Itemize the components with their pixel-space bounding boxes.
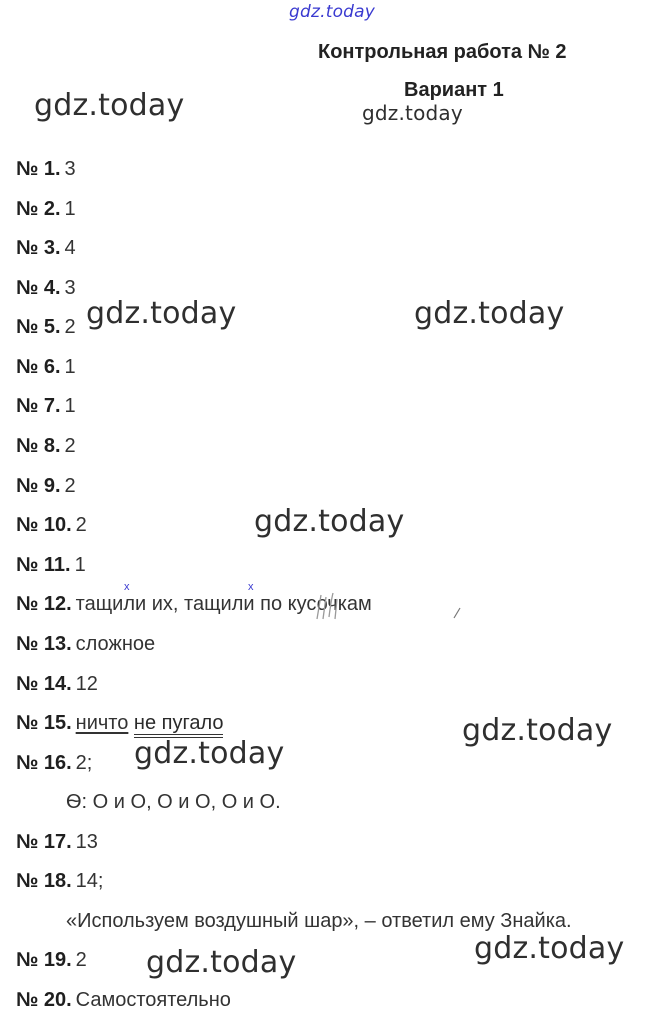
answer-number: № 10. [16,514,72,536]
answer-row [16,712,223,735]
answer-number: № 15. [16,712,72,734]
answer-row [16,356,76,379]
answer-value: 13 [75,831,98,853]
answer-value: 2 [64,475,76,497]
answer-value: тащили их, тащили по кусочкам [75,593,372,615]
answer-number: № 4. [16,277,61,299]
answer-value: 2 [75,949,87,971]
answer-row [16,870,103,893]
tick-mark [452,606,462,620]
answer-value: 2 [64,316,76,338]
cross-mark: x [248,581,254,593]
answer-value: 2 [64,435,76,457]
answer-number: № 20. [16,989,72,1011]
answer-number: № 13. [16,633,72,655]
answer-value: 3 [64,158,76,180]
watermark: gdz.today [34,88,185,123]
answer-subject: ничто [75,712,129,734]
answer-number: № 12. [16,593,72,615]
answer-row [16,752,92,775]
answer-continuation: Ѳ: О и О, О и О, О и О. [66,791,281,813]
answer-value: 2; [75,752,93,774]
watermark: gdz.today [414,296,565,331]
answer-number: № 3. [16,237,61,259]
watermark: gdz.today [146,945,297,980]
watermark: gdz.today [462,713,613,748]
answer-value: 4 [64,237,76,259]
answer-number: № 9. [16,475,61,497]
answer-predicate: не пугало [134,712,224,738]
answer-number: № 16. [16,752,72,774]
answer-number: № 14. [16,673,72,695]
answer-row [16,316,76,339]
answer-row [16,633,155,656]
watermark: gdz.today [134,736,285,771]
answer-value: 1 [74,554,86,576]
watermark: gdz.today [254,504,405,539]
answer-row [16,475,76,498]
answer-value: 3 [64,277,76,299]
answer-number: № 8. [16,435,61,457]
answer-row [16,554,86,577]
answer-row [16,831,98,854]
answer-row [16,514,87,537]
answer-continuation: «Используем воздушный шар», – ответил ему Знайка. [66,910,572,932]
cross-mark: x [124,581,130,593]
answer-value: 1 [64,356,76,378]
answer-value: сложное [75,633,156,655]
watermark: gdz.today [362,101,463,125]
answer-value: 12 [75,673,98,695]
variant-title: Вариант 1 [404,79,504,101]
answer-value: 1 [64,198,76,220]
handwritten-scribble [313,589,343,623]
answer-number: № 2. [16,198,61,220]
answer-row [16,673,98,696]
answer-row [16,237,76,260]
answer-row [16,949,87,972]
answer-value: 2 [75,514,87,536]
answer-number: № 19. [16,949,72,971]
answer-row [16,158,76,181]
answer-number: № 6. [16,356,61,378]
answer-row [16,198,76,221]
page-title: Контрольная работа № 2 [318,41,567,63]
answer-number: № 5. [16,316,61,338]
watermark: gdz.today [474,931,625,966]
answer-number: № 7. [16,395,61,417]
answer-row [16,277,76,300]
answer-value: 1 [64,395,76,417]
watermark-top: gdz.today [289,2,376,22]
answer-number: № 1. [16,158,61,180]
watermark: gdz.today [86,296,237,331]
answer-number: № 18. [16,870,72,892]
answer-value: 14; [75,870,104,892]
answer-number: № 11. [16,554,71,576]
answer-row [16,395,76,418]
answer-row [16,989,231,1012]
answer-number: № 17. [16,831,72,853]
answer-row [16,435,76,458]
answer-value: Самостоятельно [75,989,231,1011]
